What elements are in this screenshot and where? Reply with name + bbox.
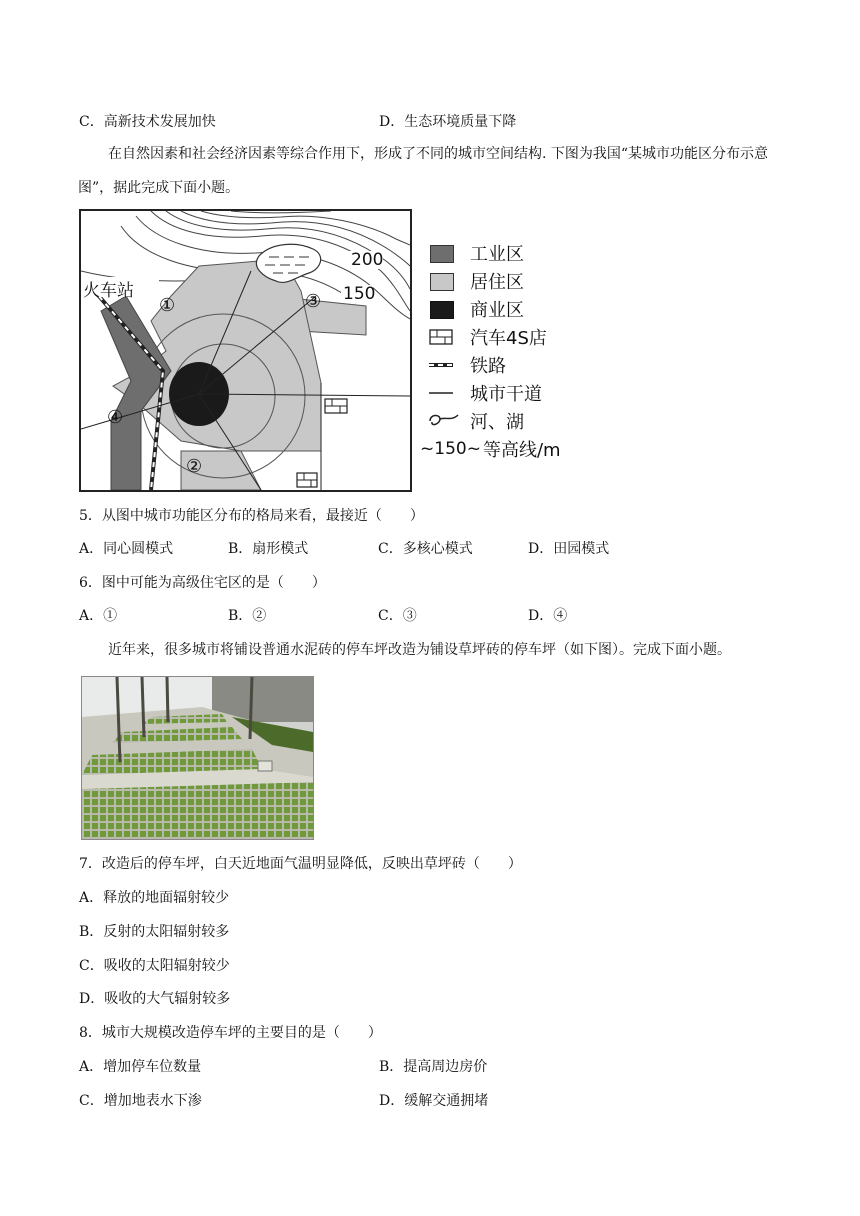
q5-option-d[interactable]: D．田园模式 xyxy=(528,541,610,557)
q7-option-a[interactable]: A．释放的地面辐射较少 xyxy=(79,890,230,906)
legend-label: 汽车4S店 xyxy=(470,328,547,349)
q7-option-b[interactable]: B．反射的太阳辐射较多 xyxy=(79,924,230,940)
legend-item-industrial xyxy=(426,240,524,266)
legend-label: 商业区 xyxy=(470,300,524,321)
legend-item-4s-store xyxy=(426,324,547,350)
contour-line xyxy=(231,211,331,213)
zone-marker-4: ④ xyxy=(107,407,124,428)
legend-label: 居住区 xyxy=(470,272,524,293)
legend-item-railway xyxy=(426,352,506,378)
q5-option-c[interactable]: C．多核心模式 xyxy=(378,541,473,557)
car-4s-store-marker-1 xyxy=(325,399,347,413)
intro-paragraph-1: 在自然因素和社会经济因素等综合作用下，形成了不同的城市空间结构. 下图为我国“某城市功能区分布示意图”，据此完成下面小题。 xyxy=(78,146,769,196)
station-label: 火车站 xyxy=(83,281,134,301)
q6-option-b[interactable]: B．② xyxy=(228,608,267,624)
q5-option-b[interactable]: B．扇形模式 xyxy=(228,541,309,557)
q8-option-c[interactable]: C．增加地表水下渗 xyxy=(79,1093,202,1109)
railway-icon xyxy=(426,353,460,377)
q7-option-d[interactable]: D．吸收的大气辐射较多 xyxy=(79,991,231,1007)
legend-label: 城市干道 xyxy=(470,384,542,405)
zone-marker-3: ③ xyxy=(305,291,322,312)
legend-label: 等高线/m xyxy=(482,440,561,461)
zone-marker-1: ① xyxy=(159,295,176,316)
q8-option-d[interactable]: D．缓解交通拥堵 xyxy=(379,1093,489,1109)
question-8-stem: 8．城市大规模改造停车坪的主要目的是（ ） xyxy=(79,1025,382,1041)
residential-swatch-icon xyxy=(426,269,460,293)
industrial-swatch-icon xyxy=(426,241,460,265)
legend-label: 河、湖 xyxy=(470,412,524,433)
intro-paragraph-2: 近年来，很多城市将铺设普通水泥砖的停车坪改造为铺设草坪砖的停车坪（如下图）。完成下面小题。 xyxy=(108,642,731,658)
lake xyxy=(256,244,320,282)
question-5-stem: 5．从图中城市功能区分布的格局来看，最接近（ ） xyxy=(79,508,424,524)
q8-option-a[interactable]: A．增加停车位数量 xyxy=(79,1059,202,1075)
legend-item-residential xyxy=(426,268,524,294)
arterial-road-icon xyxy=(426,381,460,405)
legend-item-river-lake xyxy=(426,408,524,434)
q7-option-c[interactable]: C．吸收的太阳辐射较少 xyxy=(79,958,230,974)
car-4s-store-icon xyxy=(426,325,460,349)
legend-item-commercial xyxy=(426,296,524,322)
q8-option-b[interactable]: B．提高周边房价 xyxy=(379,1059,488,1075)
city-function-map xyxy=(79,209,412,492)
legend-item-road xyxy=(426,380,542,406)
legend-contour-prefix: 150 xyxy=(434,439,467,459)
contour-icon: ~ xyxy=(420,439,435,459)
option-c-prev: C．高新技术发展加快 xyxy=(79,114,216,130)
q6-option-c[interactable]: C．③ xyxy=(378,608,417,624)
parking-photo-drawing xyxy=(82,677,313,839)
question-7-stem: 7．改造后的停车坪，白天近地面气温明显降低，反映出草坪砖（ ） xyxy=(79,856,522,872)
commercial-swatch-icon xyxy=(426,297,460,321)
legend-label: 铁路 xyxy=(470,356,506,377)
car-4s-store-marker-2 xyxy=(297,473,317,487)
grass-paving-parking-photo xyxy=(81,676,314,840)
legend-item-contour: ~ 150 ~ 等高线/m xyxy=(420,436,561,462)
contour-label-150: 150 xyxy=(343,284,376,304)
option-d-prev: D．生态环境质量下降 xyxy=(379,114,517,130)
q5-option-a[interactable]: A．同心圆模式 xyxy=(79,541,174,557)
zone-marker-2: ② xyxy=(186,456,203,477)
question-6-stem: 6．图中可能为高级住宅区的是（ ） xyxy=(79,575,326,591)
legend-label: 工业区 xyxy=(470,244,524,265)
river-lake-icon xyxy=(426,409,460,433)
q6-option-a[interactable]: A．① xyxy=(79,608,118,624)
contour-line xyxy=(201,211,410,245)
contour-label-200: 200 xyxy=(351,250,384,270)
q6-option-d[interactable]: D．④ xyxy=(528,608,568,624)
